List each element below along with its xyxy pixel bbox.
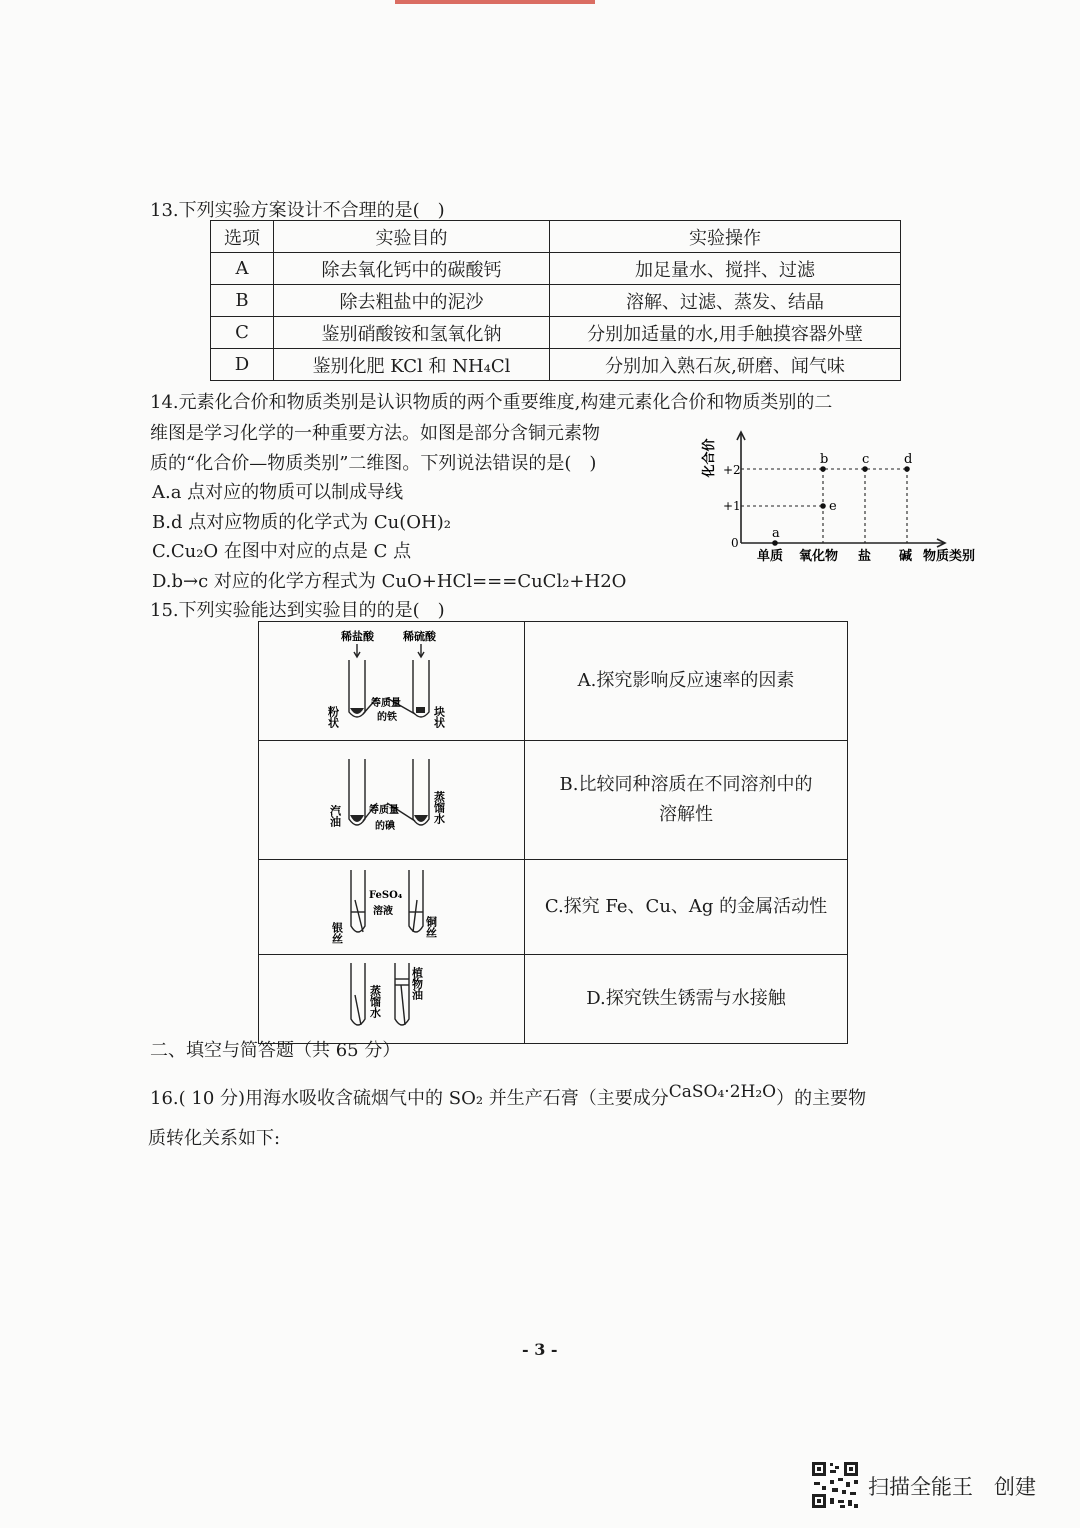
x-category-base: 碱 — [899, 549, 913, 564]
table-row — [211, 317, 901, 349]
point-a-label: a — [772, 526, 780, 541]
table-row — [259, 622, 848, 741]
x-category-element: 单质 — [757, 549, 784, 564]
label-gasoline: 汽油 — [328, 805, 342, 827]
q13-stem: 13.下列实验方案设计不合理的是( ) — [150, 200, 445, 221]
y-tick-zero: 0 — [731, 536, 739, 550]
label-hcl: 稀盐酸 — [341, 630, 374, 643]
label-silver-wire: 银丝 — [330, 922, 344, 944]
label-iodine: 的碘 — [375, 821, 395, 832]
x-category-salt: 盐 — [858, 549, 872, 564]
table-cell: 溶解、过滤、蒸发、结晶 — [550, 285, 901, 317]
figure-a — [259, 622, 524, 736]
q14-option-d: D.b→c 对应的化学方程式为 CuO+HCl===CuCl₂+H2O — [152, 571, 627, 592]
figure-cell-b — [259, 741, 525, 860]
figure-cell-c — [259, 860, 525, 955]
y-tick-plus1: +1 — [723, 499, 741, 513]
table-row — [211, 253, 901, 285]
q14-line2: 维图是学习化学的一种重要方法。如图是部分含铜元素物 — [150, 423, 600, 444]
table-cell: D — [211, 349, 274, 381]
point-a — [772, 540, 778, 546]
table-cell: B — [211, 285, 274, 317]
point-d — [904, 466, 910, 472]
figure-d — [259, 955, 524, 1039]
label-feso4: FeSO₄ — [369, 890, 403, 901]
y-tick-plus2: +2 — [723, 463, 741, 477]
q14-option-c: C.Cu₂O 在图中对应的点是 C 点 — [152, 541, 412, 562]
x-category-oxide: 氧化物 — [799, 549, 839, 564]
label-powder: 粉状 — [326, 706, 340, 728]
table-row — [259, 741, 848, 860]
q14-option-b: B.d 点对应物质的化学式为 Cu(OH)₂ — [152, 512, 451, 533]
q15-table — [258, 621, 848, 1044]
point-e — [820, 503, 826, 509]
figure-b — [259, 741, 524, 855]
q14-line1: 14.元素化合价和物质类别是认识物质的两个重要维度,构建元素化合价和物质类别的二 — [150, 392, 833, 413]
label-block: 块状 — [432, 706, 446, 728]
scanner-watermark: 扫描全能王 创建 — [868, 1475, 1036, 1499]
q16-formula: CaSO₄·2H₂O — [668, 1082, 777, 1102]
y-axis-label: 化合价 — [702, 438, 717, 478]
q13-table — [210, 220, 901, 381]
table-row — [211, 285, 901, 317]
label-distilled-water: 蒸馏水 — [432, 791, 446, 824]
page-number: - 3 - — [522, 1340, 558, 1359]
q14-line3: 质的“化合价—物质类别”二维图。下列说法错误的是( ) — [150, 453, 597, 474]
test-tube-left — [351, 963, 365, 1025]
q15-stem: 15.下列实验能达到实验目的的是( ) — [150, 600, 445, 621]
label-copper-wire: 铜丝 — [424, 916, 438, 938]
table-header: 实验操作 — [550, 221, 901, 253]
q15-option-b: B.比较同种溶质在不同溶剂中的 — [559, 774, 813, 795]
table-cell: C — [211, 317, 274, 349]
point-c-label: c — [862, 452, 870, 467]
q15-option-a: A.探究影响反应速率的因素 — [525, 622, 848, 741]
q16-line2: 质转化关系如下: — [148, 1128, 281, 1149]
table-row — [259, 860, 848, 955]
table-header: 实验目的 — [274, 221, 550, 253]
table-cell: 鉴别化肥 KCl 和 NH₄Cl — [274, 349, 550, 381]
q15-option-b-cell — [525, 741, 848, 860]
label-plant-oil: 植物油 — [410, 967, 424, 1000]
point-d-label: d — [904, 452, 913, 467]
label-iron: 的铁 — [377, 712, 397, 723]
q16-part1: 16.( 10 分)用海水吸收含硫烟气中的 SO₂ 并生产石膏（主要成分 — [150, 1088, 669, 1109]
label-equal-mass: 等质量 — [369, 805, 399, 816]
table-cell: A — [211, 253, 274, 285]
table-row — [211, 349, 901, 381]
point-e-label: e — [829, 499, 837, 514]
q14-option-a: A.a 点对应的物质可以制成导线 — [152, 482, 404, 503]
table-header-row — [211, 221, 901, 253]
figure-cell-a — [259, 622, 525, 741]
q15-option-b-cont: 溶解性 — [659, 804, 713, 825]
table-cell: 分别加适量的水,用手触摸容器外壁 — [550, 317, 901, 349]
top-edge-mark — [395, 0, 595, 4]
section-2-heading: 二、填空与简答题（共 65 分） — [150, 1040, 401, 1061]
table-cell: 除去氧化钙中的碳酸钙 — [274, 253, 550, 285]
x-axis-label: 物质类别 — [923, 549, 976, 564]
table-cell: 鉴别硝酸铵和氢氧化钠 — [274, 317, 550, 349]
table-cell: 除去粗盐中的泥沙 — [274, 285, 550, 317]
q15-option-c: C.探究 Fe、Cu、Ag 的金属活动性 — [525, 860, 848, 955]
test-tube-right — [409, 870, 423, 932]
table-row — [259, 955, 848, 1044]
table-cell: 分别加入熟石灰,研磨、闻气味 — [550, 349, 901, 381]
q16-line1 — [150, 1084, 866, 1110]
point-b — [820, 466, 826, 472]
qr-code-icon — [810, 1460, 860, 1510]
point-c — [862, 466, 868, 472]
label-solution: 溶液 — [373, 906, 393, 917]
point-b-label: b — [820, 452, 829, 467]
q16-part2: ）的主要物 — [776, 1088, 867, 1109]
table-cell: 加足量水、搅拌、过滤 — [550, 253, 901, 285]
table-header: 选项 — [211, 221, 274, 253]
label-distilled-water: 蒸馏水 — [368, 985, 382, 1018]
label-equal-mass: 等质量 — [371, 698, 401, 709]
label-h2so4: 稀硫酸 — [403, 630, 436, 643]
figure-cell-d — [259, 955, 525, 1044]
q15-option-d: D.探究铁生锈需与水接触 — [525, 955, 848, 1044]
figure-c — [259, 860, 524, 950]
test-tube-left — [351, 870, 365, 932]
valence-category-graph — [695, 428, 1005, 576]
